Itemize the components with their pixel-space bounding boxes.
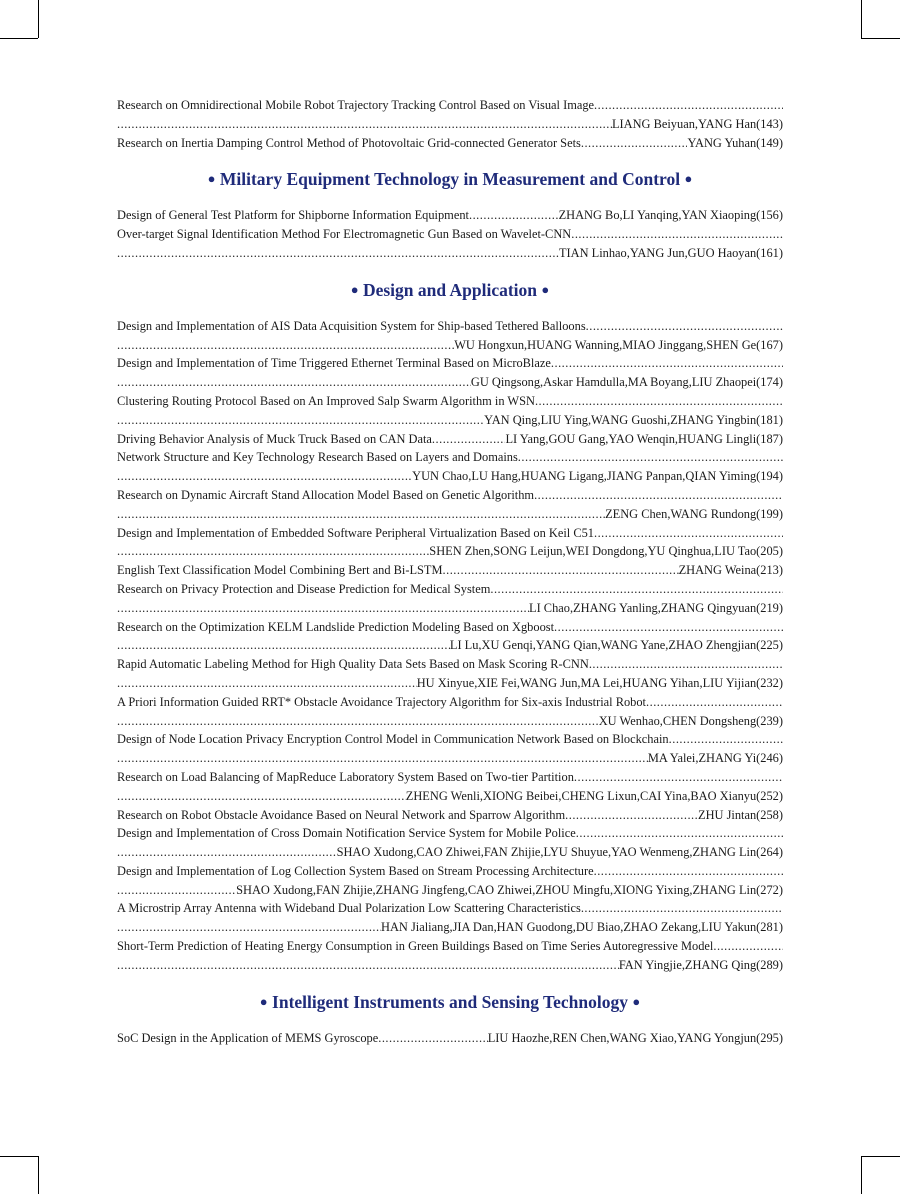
entry-line (117, 467, 783, 486)
entry-line (117, 730, 783, 749)
entry-title: Design of Node Location Privacy Encryption Control Model in Communication Network Based on Blockchain (117, 732, 669, 747)
dot-leader (669, 730, 783, 749)
entry-line (117, 244, 783, 263)
entry-line (117, 317, 783, 336)
entry-title: Network Structure and Key Technology Research Based on Layers and Domains (117, 450, 518, 465)
dot-leader (378, 1029, 487, 1048)
entry-title: Research on Inertia Damping Control Method of Photovoltaic Grid-connected Generator Sets (117, 135, 581, 150)
entry-line (117, 881, 783, 900)
toc-entry (117, 448, 783, 486)
entry-authors: LIU Haozhe,REN Chen,WANG Xiao,YANG Yongjun(295) (487, 1030, 783, 1045)
entry-line (117, 206, 783, 225)
dot-leader (518, 448, 783, 467)
entry-authors: YUN Chao,LU Hang,HUANG Ligang,JIANG Panpan,QIAN Yiming(194) (412, 469, 783, 484)
entry-line (117, 956, 783, 975)
dot-leader (574, 768, 783, 787)
entry-line (117, 806, 783, 825)
entry-title: Research on Load Balancing of MapReduce Laboratory System Based on Two-tier Partition (117, 769, 574, 784)
entry-line (117, 411, 783, 430)
toc-entry (117, 225, 783, 263)
entry-title: Clustering Routing Protocol Based on An Improved Salp Swarm Algorithm in WSN (117, 393, 535, 408)
entry-authors: TIAN Linhao,YANG Jun,GUO Haoyan(161) (558, 245, 783, 260)
bullet-icon: ● (541, 281, 550, 297)
entry-title: SoC Design in the Application of MEMS Gyroscope (117, 1030, 379, 1045)
entry-authors: HU Xinyue,XIE Fei,WANG Jun,MA Lei,HUANG Yihan,LIU Yijian(232) (416, 675, 783, 690)
entry-title: Design and Implementation of Time Triggered Ethernet Terminal Based on MicroBlaze (117, 356, 551, 371)
entry-authors: HAN Jialiang,JIA Dan,HAN Guodong,DU Biao,ZHAO Zekang,LIU Yakun(281) (381, 920, 783, 935)
entry-title: A Priori Information Guided RRT* Obstacle Avoidance Trajectory Algorithm for Six-axis Industrial Robot (117, 694, 647, 709)
entry-authors: LI Lu,XU Genqi,YANG Qian,WANG Yane,ZHAO Zhengjian(225) (449, 638, 783, 653)
dot-leader (117, 373, 471, 392)
toc-section (117, 279, 783, 975)
entry-line (117, 749, 783, 768)
entry-line (117, 862, 783, 881)
toc-entry (117, 206, 783, 225)
toc-entry (117, 561, 783, 580)
entry-title: Design and Implementation of Log Collection System Based on Stream Processing Architecture (117, 863, 594, 878)
dot-leader (117, 505, 605, 524)
dot-leader (117, 881, 236, 900)
bullet-icon: ● (259, 993, 268, 1009)
dot-leader (117, 599, 529, 618)
entry-title: Design and Implementation of AIS Data Acquisition System for Ship-based Tethered Balloons (117, 318, 586, 333)
toc-entry (117, 655, 783, 693)
toc-entry (117, 317, 783, 355)
toc-section (117, 96, 783, 152)
entry-title: Research on Dynamic Aircraft Stand Allocation Model Based on Genetic Algorithm (117, 487, 535, 502)
dot-leader (594, 862, 783, 881)
toc-section (117, 991, 783, 1048)
entry-title: Research on Omnidirectional Mobile Robot Trajectory Tracking Control Based on Visual Image (117, 98, 595, 112)
dot-leader (117, 918, 381, 937)
entry-authors: MA Yalei,ZHANG Yi(246) (647, 751, 783, 766)
dot-leader (581, 899, 783, 918)
toc-entry (117, 768, 783, 806)
toc-entry (117, 134, 783, 153)
bullet-icon: ● (207, 171, 216, 187)
dot-leader (117, 712, 599, 731)
toc-entry (117, 937, 783, 975)
entry-line (117, 824, 783, 843)
entry-title: Rapid Automatic Labeling Method for High Quality Data Sets Based on Mask Scoring R-CNN (117, 657, 589, 672)
entry-line (117, 524, 783, 543)
entry-authors: WU Hongxun,HUANG Wanning,MIAO Jinggang,SHEN Ge(167) (454, 337, 783, 352)
toc-entry (117, 392, 783, 430)
entry-line (117, 580, 783, 599)
entry-authors: SHAO Xudong,FAN Zhijie,ZHANG Jingfeng,CAO Zhiwei,ZHOU Mingfu,XIONG Yixing,ZHANG Lin(272) (236, 882, 783, 897)
entry-authors: ZENG Chen,WANG Rundong(199) (605, 506, 783, 521)
entry-authors: YANG Yuhan(149) (687, 135, 783, 150)
entry-line (117, 618, 783, 637)
entry-line (117, 937, 783, 956)
dot-leader (586, 317, 783, 336)
entry-title: Design of General Test Platform for Shipborne Information Equipment (117, 208, 469, 223)
bullet-icon: ● (350, 281, 359, 297)
toc-entry (117, 899, 783, 937)
dot-leader (534, 486, 783, 505)
entry-authors: ZHANG Bo,LI Yanqing,YAN Xiaoping(156) (558, 208, 783, 223)
toc-entry (117, 618, 783, 656)
entry-line (117, 392, 783, 411)
table-of-contents (117, 96, 783, 1047)
toc-section (117, 168, 783, 262)
dot-leader (432, 430, 506, 449)
dot-leader (117, 244, 559, 263)
dot-leader (117, 749, 648, 768)
entry-title: Design and Implementation of Cross Domain Notification Service System for Mobile Police (117, 826, 576, 841)
dot-leader (490, 580, 783, 599)
toc-entry (117, 824, 783, 862)
crop-mark (0, 38, 38, 39)
entry-authors: GU Qingsong,Askar Hamdulla,MA Boyang,LIU Zhaopei(174) (470, 375, 783, 390)
dot-leader (551, 354, 783, 373)
entry-authors: LI Yang,GOU Gang,YAO Wenqin,HUANG Lingli(187) (505, 431, 783, 446)
entry-line (117, 225, 783, 244)
dot-leader (117, 467, 412, 486)
toc-entry (117, 1029, 783, 1048)
dot-leader (117, 674, 417, 693)
toc-entry (117, 806, 783, 825)
entry-line (117, 115, 783, 134)
entry-line (117, 768, 783, 787)
crop-mark (0, 1156, 38, 1157)
toc-entry (117, 730, 783, 768)
dot-leader (117, 956, 619, 975)
entry-title: Research on Privacy Protection and Disease Prediction for Medical System (117, 581, 491, 596)
dot-leader (117, 542, 429, 561)
entry-line (117, 599, 783, 618)
entry-line (117, 636, 783, 655)
dot-leader (576, 824, 783, 843)
dot-leader (594, 96, 783, 115)
bullet-icon: ● (684, 171, 693, 187)
dot-leader (589, 655, 783, 674)
bullet-icon: ● (632, 993, 641, 1009)
dot-leader (117, 411, 484, 430)
dot-leader (117, 336, 454, 355)
entry-authors: LI Chao,ZHANG Yanling,ZHANG Qingyuan(219) (529, 600, 783, 615)
section-title-text: Military Equipment Technology in Measurement and Control (219, 169, 681, 190)
crop-mark (861, 0, 862, 38)
entry-line (117, 96, 783, 115)
entry-line (117, 787, 783, 806)
entry-line (117, 448, 783, 467)
entry-line (117, 899, 783, 918)
entry-line (117, 693, 783, 712)
crop-mark (861, 1156, 900, 1157)
entry-authors: SHAO Xudong,CAO Zhiwei,FAN Zhijie,LYU Shuyue,YAO Wenmeng,ZHANG Lin(264) (336, 845, 783, 860)
dot-leader (571, 225, 783, 244)
entry-authors: FAN Yingjie,ZHANG Qing(289) (618, 957, 783, 972)
entry-title: Research on the Optimization KELM Landslide Prediction Modeling Based on Xgboost (117, 619, 555, 634)
toc-entry (117, 693, 783, 731)
toc-entry (117, 524, 783, 562)
entry-authors: ZHANG Weina(213) (678, 563, 783, 578)
entry-title: Design and Implementation of Embedded Software Peripheral Virtualization Based on Keil C51 (117, 525, 594, 540)
entry-line (117, 354, 783, 373)
dot-leader (469, 206, 559, 225)
dot-leader (535, 392, 783, 411)
dot-leader (117, 636, 450, 655)
section-title (117, 279, 783, 303)
dot-leader (646, 693, 783, 712)
entry-authors: ZHENG Wenli,XIONG Beibei,CHENG Lixun,CAI Yina,BAO Xianyu(252) (405, 788, 783, 803)
entry-title: A Microstrip Array Antenna with Wideband Dual Polarization Low Scattering Characteristics (117, 901, 581, 916)
entry-line (117, 505, 783, 524)
entry-line (117, 712, 783, 731)
dot-leader (443, 561, 679, 580)
section-title (117, 991, 783, 1015)
dot-leader (565, 806, 698, 825)
entry-authors: SHEN Zhen,SONG Leijun,WEI Dongdong,YU Qinghua,LIU Tao(205) (429, 544, 783, 559)
entry-title: Driving Behavior Analysis of Muck Truck Based on CAN Data (117, 431, 432, 446)
entry-title: Over-target Signal Identification Method For Electromagnetic Gun Based on Wavelet-CNN (117, 227, 572, 242)
dot-leader (554, 618, 783, 637)
dot-leader (117, 787, 406, 806)
entry-line (117, 486, 783, 505)
section-title (117, 168, 783, 192)
entry-line (117, 336, 783, 355)
entry-authors: YAN Qing,LIU Ying,WANG Guoshi,ZHANG Yingbin(181) (484, 412, 783, 427)
crop-mark (861, 38, 900, 39)
entry-line (117, 542, 783, 561)
toc-entry (117, 862, 783, 900)
entry-authors: ZHU Jintan(258) (698, 807, 783, 822)
toc-entry (117, 486, 783, 524)
entry-authors: XU Wenhao,CHEN Dongsheng(239) (598, 713, 783, 728)
entry-line (117, 843, 783, 862)
section-title-text: Intelligent Instruments and Sensing Technology (272, 991, 628, 1012)
dot-leader (713, 937, 783, 956)
entry-title: English Text Classification Model Combining Bert and Bi-LSTM (117, 563, 443, 578)
crop-mark (38, 1156, 39, 1194)
entry-line (117, 561, 783, 580)
toc-entry (117, 354, 783, 392)
entry-line (117, 918, 783, 937)
entry-line (117, 655, 783, 674)
toc-entry (117, 430, 783, 449)
toc-entry (117, 580, 783, 618)
entry-line (117, 430, 783, 449)
crop-mark (861, 1156, 862, 1194)
entry-title: Short-Term Prediction of Heating Energy Consumption in Green Buildings Based on Time Series Autoregressive Model (117, 939, 714, 954)
dot-leader (117, 115, 612, 134)
dot-leader (117, 843, 337, 862)
toc-entry (117, 96, 783, 134)
entry-authors: LIANG Beiyuan,YANG Han(143) (611, 116, 783, 131)
entry-line (117, 373, 783, 392)
entry-line (117, 1029, 783, 1048)
dot-leader (594, 524, 783, 543)
entry-line (117, 674, 783, 693)
dot-leader (581, 134, 688, 153)
entry-title: Research on Robot Obstacle Avoidance Based on Neural Network and Sparrow Algorithm (117, 807, 566, 822)
section-title-text: Design and Application (362, 279, 538, 300)
entry-line (117, 134, 783, 153)
crop-mark (38, 0, 39, 38)
